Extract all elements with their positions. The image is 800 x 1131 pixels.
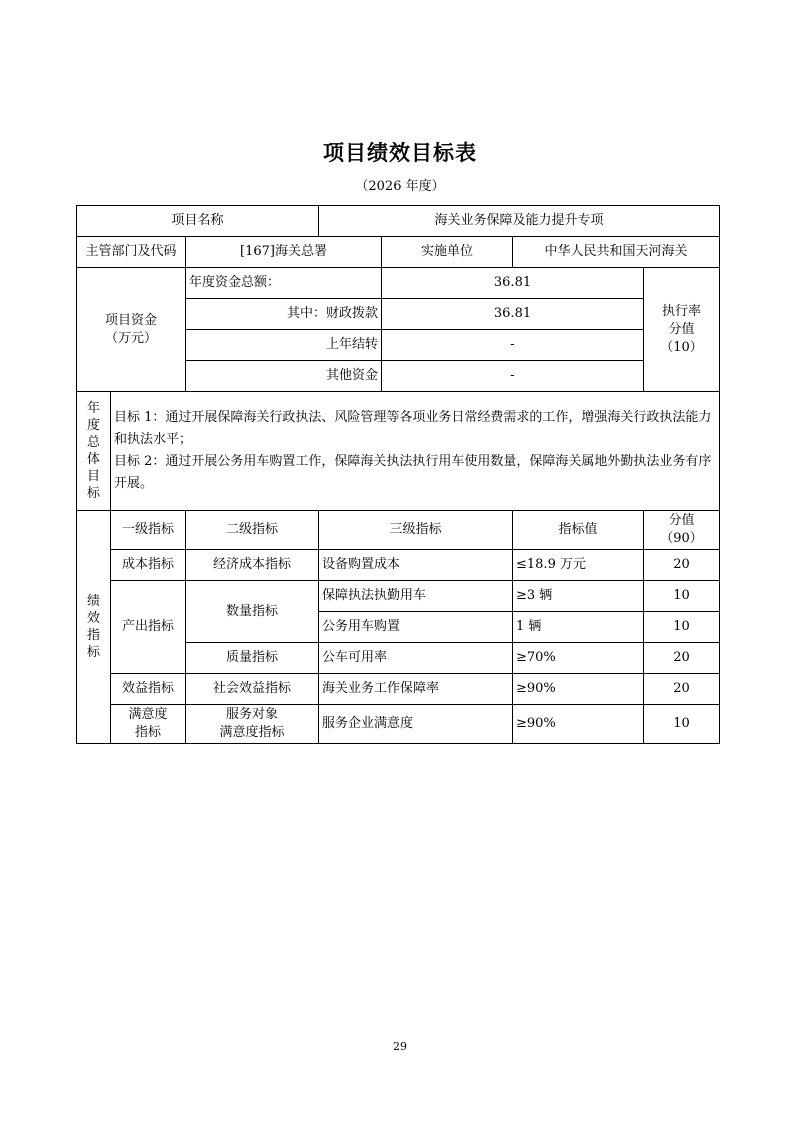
project-funds-label (77, 268, 186, 392)
cost-value: ≤18.9 万元 (513, 550, 644, 581)
annual-goals-label (77, 392, 111, 511)
quantity1-score: 10 (644, 581, 720, 612)
annual-total-label: 年度资金总额： (186, 268, 382, 299)
quantity1-value: ≥3 辆 (513, 581, 644, 612)
quantity-level2: 数量指标 (186, 581, 319, 643)
dept-code-value: [167]海关总署 (186, 237, 382, 268)
indicator-label-char: 效 (86, 611, 100, 626)
goal-label-char: 体 (86, 452, 100, 467)
fiscal-value: 36.81 (382, 299, 644, 330)
impl-unit-label: 实施单位 (382, 237, 513, 268)
quantity2-level3: 公务用车购置 (319, 612, 513, 643)
indicator-row-quantity1 (77, 581, 720, 612)
benefit-level2: 社会效益指标 (186, 674, 319, 705)
quantity1-level3: 保障执法执勤用车 (319, 581, 513, 612)
dept-code-label: 主管部门及代码 (77, 237, 186, 268)
dept-row (77, 237, 720, 268)
satisfaction-level2 (186, 705, 319, 744)
indicator-label-char: 指 (86, 628, 100, 643)
quality-level2: 质量指标 (186, 643, 319, 674)
project-funds-label-line2: （万元） (104, 330, 157, 346)
execution-rate-line2: 分值 (668, 321, 695, 337)
project-name-value: 海关业务保障及能力提升专项 (319, 206, 720, 237)
fiscal-label: 其中：财政拨款 (186, 299, 382, 330)
goal-item: 目标 1：通过开展保障海关行政执法、风险管理等各项业务日常经费需求的工作，增强海关行政执法能力和执法水平； (114, 410, 712, 447)
goal-item: 目标 2：通过开展公务用车购置工作，保障海关执法执行用车使用数量，保障海关属地外勤执法业务有序开展。 (114, 454, 712, 491)
header-level2: 二级指标 (186, 511, 319, 550)
indicator-row-satisfaction (77, 705, 720, 744)
header-score-line1: 分值 (668, 513, 695, 528)
execution-rate-line1: 执行率 (661, 303, 701, 319)
project-funds-label-line1: 项目资金 (104, 312, 157, 328)
benefit-level1: 效益指标 (111, 674, 186, 705)
cost-level3: 设备购置成本 (319, 550, 513, 581)
output-level1: 产出指标 (111, 581, 186, 674)
indicator-row-benefit (77, 674, 720, 705)
funds-row-total (77, 268, 720, 299)
performance-target-table (76, 205, 720, 744)
satisfaction-score: 10 (644, 705, 720, 744)
indicator-label-char: 标 (86, 645, 100, 660)
satisfaction-level2-line1: 服务对象 (225, 707, 278, 722)
indicator-header-row (77, 511, 720, 550)
quality-value: ≥70% (513, 643, 644, 674)
satisfaction-level2-line2: 满意度指标 (219, 725, 285, 740)
annual-goals-row (77, 392, 720, 511)
execution-rate-line3: （10） (660, 339, 703, 355)
header-score (644, 511, 720, 550)
goal-label-char: 标 (86, 486, 100, 501)
quantity2-score: 10 (644, 612, 720, 643)
satisfaction-value: ≥90% (513, 705, 644, 744)
satisfaction-level1-line1: 满意度 (128, 707, 168, 722)
cost-level1: 成本指标 (111, 550, 186, 581)
satisfaction-level1-line2: 指标 (134, 725, 161, 740)
project-name-row (77, 206, 720, 237)
carryover-label: 上年结转 (186, 330, 382, 361)
benefit-value: ≥90% (513, 674, 644, 705)
goal-label-char: 目 (86, 469, 100, 484)
goal-label-char: 年 (86, 401, 100, 416)
benefit-score: 20 (644, 674, 720, 705)
cost-score: 20 (644, 550, 720, 581)
other-funds-label: 其他资金 (186, 361, 382, 392)
page-number: 29 (393, 1040, 407, 1053)
header-level1: 一级指标 (111, 511, 186, 550)
execution-rate-score (644, 268, 720, 392)
carryover-value: - (382, 330, 644, 361)
goal-label-char: 总 (86, 435, 100, 450)
benefit-level3: 海关业务工作保障率 (319, 674, 513, 705)
project-name-label: 项目名称 (77, 206, 319, 237)
header-score-line2: （90） (660, 531, 703, 546)
page-subtitle: （2026 年度） (355, 179, 445, 194)
indicator-label-char: 绩 (86, 594, 100, 609)
other-funds-value: - (382, 361, 644, 392)
impl-unit-value: 中华人民共和国天河海关 (513, 237, 720, 268)
annual-total-value: 36.81 (382, 268, 644, 299)
indicator-row-cost (77, 550, 720, 581)
satisfaction-level1 (111, 705, 186, 744)
quality-level3: 公车可用率 (319, 643, 513, 674)
page-title: 项目绩效目标表 (323, 141, 477, 165)
cost-level2: 经济成本指标 (186, 550, 319, 581)
satisfaction-level3: 服务企业满意度 (319, 705, 513, 744)
quantity2-value: 1 辆 (513, 612, 644, 643)
goal-label-char: 度 (86, 418, 100, 433)
header-value: 指标值 (513, 511, 644, 550)
header-level3: 三级指标 (319, 511, 513, 550)
annual-goals-content (111, 392, 720, 511)
quality-score: 20 (644, 643, 720, 674)
performance-indicators-label (77, 511, 111, 744)
